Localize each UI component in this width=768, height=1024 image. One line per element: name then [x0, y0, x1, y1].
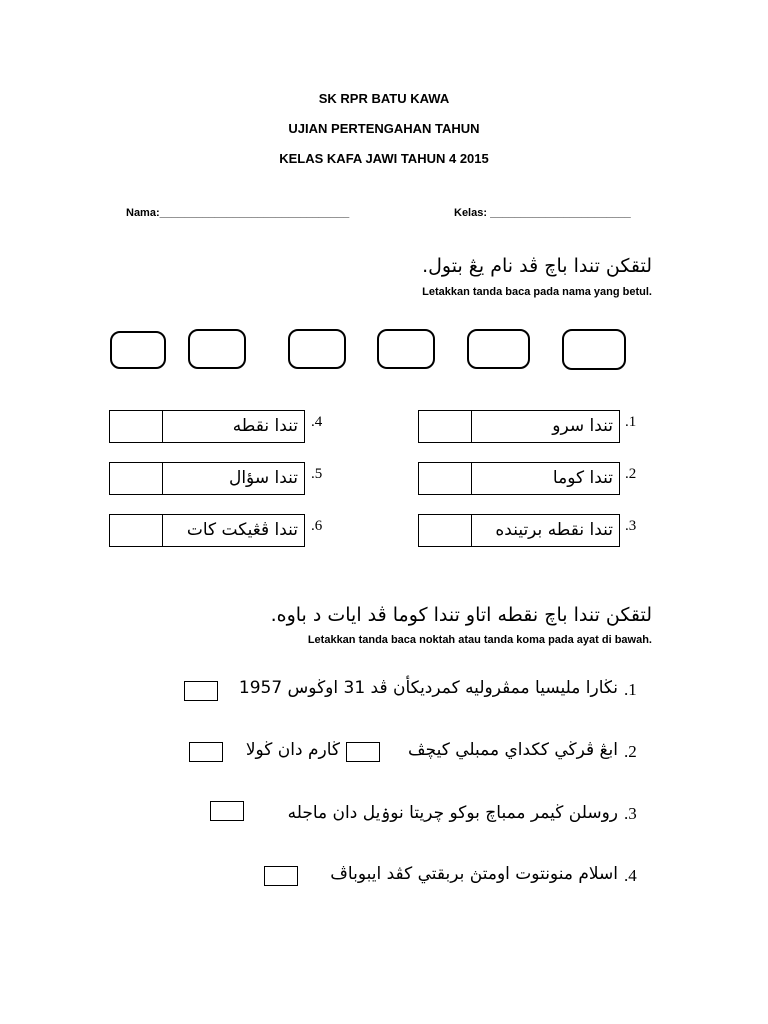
item-number-1: .1 — [625, 414, 637, 430]
punctuation-symbol-box-2 — [188, 329, 246, 369]
answer-cell-1[interactable] — [419, 411, 471, 442]
sentence-number-1: .1 — [624, 680, 637, 699]
answer-cell-5[interactable] — [110, 463, 162, 494]
sentence-number-4: .4 — [624, 866, 637, 885]
punctuation-name-6: تندا ڤڠيكت كات — [162, 515, 304, 546]
sentence-number-2: .2 — [624, 742, 637, 761]
answer-row-5 — [109, 462, 305, 495]
name-field[interactable]: Nama:_______________________________ — [126, 207, 350, 219]
punctuation-symbol-box-6 — [562, 329, 626, 370]
item-number-5: .5 — [311, 466, 323, 482]
answer-row-3 — [418, 514, 620, 547]
sentence-4: اسلام منونتوت اومتڽ بربقتي كڤد ايبوباڤ — [330, 864, 618, 884]
item-number-4: .4 — [311, 414, 323, 430]
punctuation-name-4: تندا نقطه — [162, 411, 304, 442]
answer-cell-3[interactable] — [419, 515, 471, 546]
sentence-1: نڬارا مليسيا ممڤروليه كمرديكأن ڤد 31 اوڬوس 1957 — [238, 678, 618, 698]
punctuation-symbol-box-3 — [288, 329, 346, 369]
punctuation-name-3: تندا نقطه برتينده — [471, 515, 619, 546]
punctuation-name-5: تندا سؤال — [162, 463, 304, 494]
item-number-2: .2 — [625, 466, 637, 482]
section2-instruction-jawi: لتقكن تندا باچ نقطه اتاو تندا كوما ڤد ايات د باوه. — [270, 604, 652, 626]
class-field[interactable]: Kelas: _______________________ — [454, 207, 631, 219]
sentence-2: ابڠ ڤرڬي ككداي ممبلي كيچڤ — [408, 740, 618, 760]
punctuation-symbol-box-1 — [110, 331, 166, 369]
answer-box-s2b[interactable] — [346, 742, 380, 762]
section1-instruction-jawi: لتقكن تندا باچ ڤد نام يڠ بتول. — [422, 255, 652, 277]
item-number-6: .6 — [311, 518, 323, 534]
section1-instruction-rumi: Letakkan tanda baca pada nama yang betul. — [422, 286, 652, 298]
section2-instruction-rumi: Letakkan tanda baca noktah atau tanda koma pada ayat di bawah. — [307, 634, 652, 646]
answer-box-s2a[interactable] — [189, 742, 223, 762]
sentence-3: روسلن ڬيمر ممباچ بوكو چريتا نوۏيل دان ماجله — [287, 803, 618, 823]
punctuation-name-1: تندا سرو — [471, 411, 619, 442]
sentence-2-part-b: ڬارم دان ڬولا — [245, 740, 340, 760]
answer-box-s1[interactable] — [184, 681, 218, 701]
item-number-3: .3 — [625, 518, 637, 534]
sentence-number-3: .3 — [624, 804, 637, 823]
answer-row-2 — [418, 462, 620, 495]
punctuation-symbol-box-4 — [377, 329, 435, 369]
answer-cell-4[interactable] — [110, 411, 162, 442]
punctuation-symbol-box-5 — [467, 329, 530, 369]
answer-row-1 — [418, 410, 620, 443]
class-title: KELAS KAFA JAWI TAHUN 4 2015 — [279, 151, 489, 166]
answer-row-6 — [109, 514, 305, 547]
answer-box-s3[interactable] — [210, 801, 244, 821]
answer-row-4 — [109, 410, 305, 443]
answer-box-s4[interactable] — [264, 866, 298, 886]
exam-title: UJIAN PERTENGAHAN TAHUN — [288, 121, 480, 136]
school-title: SK RPR BATU KAWA — [318, 91, 450, 106]
punctuation-name-2: تندا كوما — [471, 463, 619, 494]
answer-cell-2[interactable] — [419, 463, 471, 494]
answer-cell-6[interactable] — [110, 515, 162, 546]
